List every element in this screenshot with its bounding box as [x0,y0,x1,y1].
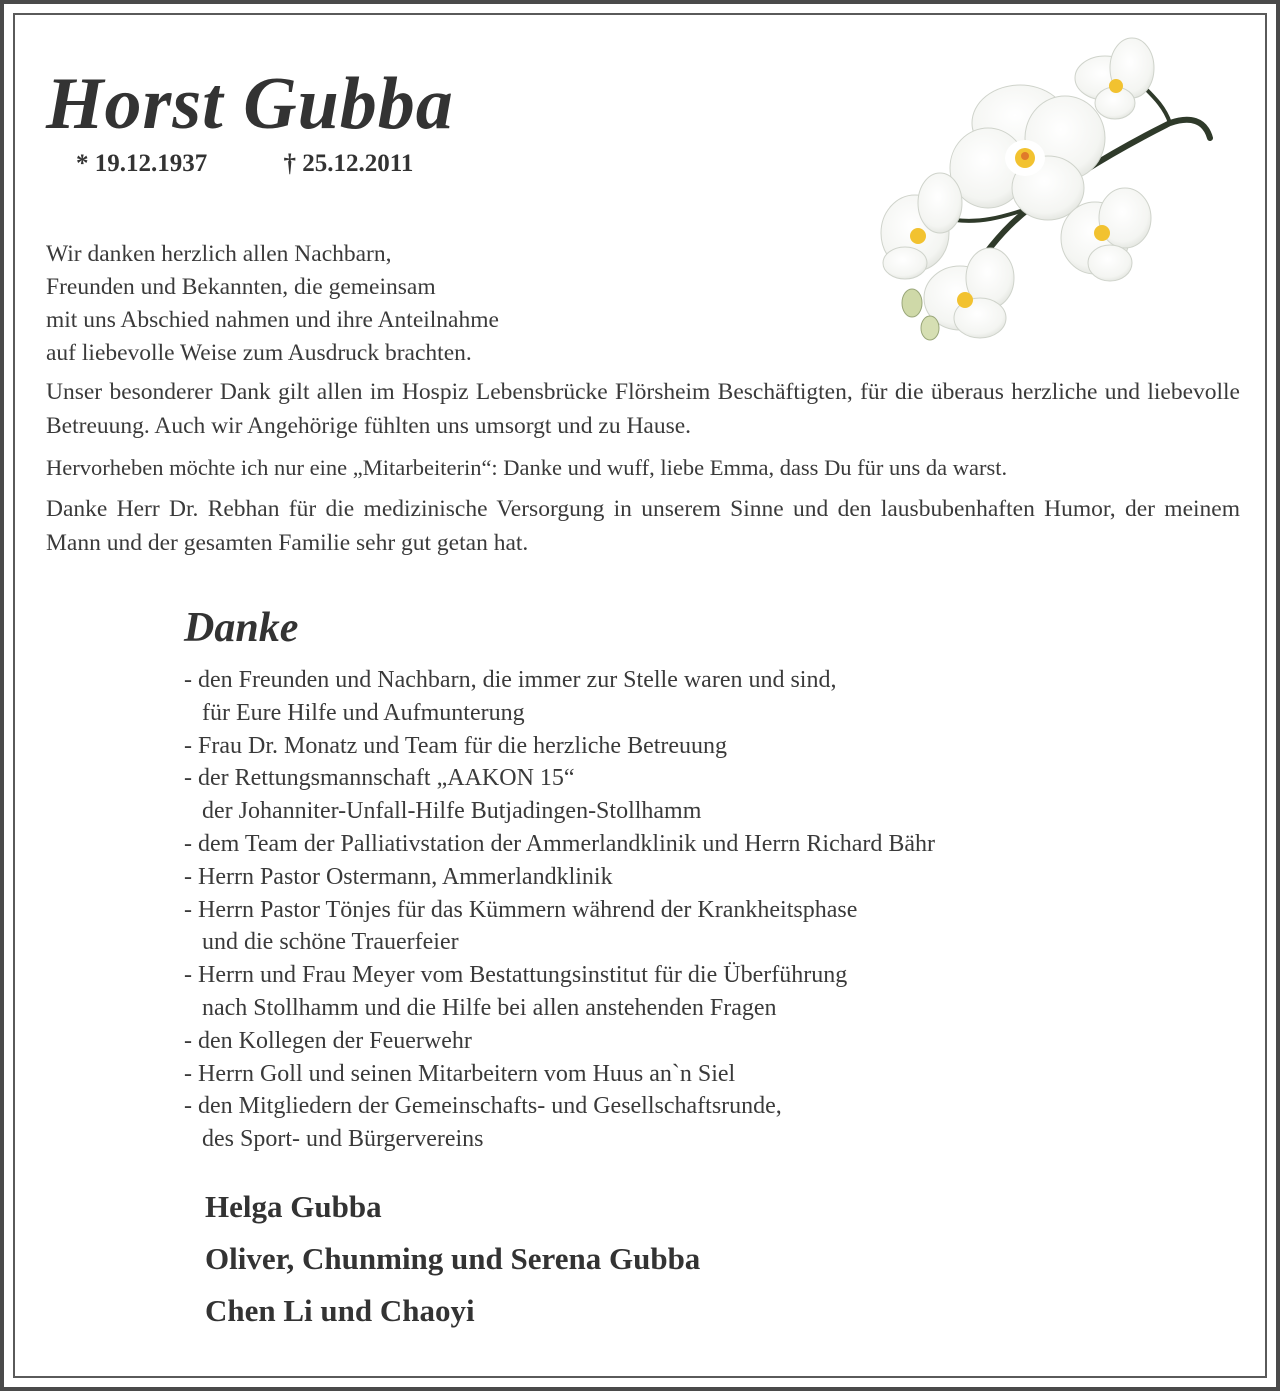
emma-paragraph: Hervorheben möchte ich nur eine „Mitarbeiterin“: Danke und wuff, liebe Emma, dass Du für uns da warst. [46,455,1008,480]
list-item-text: nach Stollhamm und die Hilfe bei allen anstehenden Fragen [202,994,777,1021]
birth-date: * 19.12.1937 [76,150,208,177]
list-item-continuation [184,926,935,959]
intro-text [46,238,499,370]
list-item: - dem Team der Palliativstation der Ammerlandklinik und Herrn Richard Bähr [184,830,936,857]
list-item-continuation [184,992,935,1025]
thanks-list [184,664,935,1156]
list-item: - Herrn Pastor Ostermann, Ammerlandklinik [184,863,613,890]
list-item: - der Rettungsmannschaft „AAKON 15“ [184,765,575,792]
doctor-paragraph: Danke Herr Dr. Rebhan für die medizinische Versorgung in unserem Sinne und den lausbubenhaften Humor, der meinem Mann und der gesamten Familie sehr gut getan hat. [46,496,1240,556]
hospiz-paragraph: Unser besonderer Dank gilt allen im Hospiz Lebensbrücke Flörsheim Beschäftigten, für die überaus herzliche und liebevolle Betreuung. Auch wir Angehörige fühlten uns umsorgt und zu Hause. [46,379,1240,439]
list-item: - den Freunden und Nachbarn, die immer zur Stelle waren und sind, [184,667,837,693]
list-item-text: für Eure Hilfe und Aufmunterung [202,699,525,726]
list-item: - Frau Dr. Monatz und Team für die herzliche Betreuung [184,732,728,759]
intro-line: auf liebevolle Weise zum Ausdruck brachten. [46,340,472,366]
intro-line: mit uns Abschied nahmen und ihre Anteilnahme [46,307,499,333]
list-item: - Herrn Goll und seinen Mitarbeitern vom Huus an`n Siel [184,1060,736,1087]
list-item: - den Kollegen der Feuerwehr [184,1027,472,1054]
list-item: - Herrn und Frau Meyer vom Bestattungsinstitut für die Überführung [184,962,848,989]
list-item-text: und die schöne Trauerfeier [202,929,459,956]
list-item-continuation [184,795,935,828]
list-item: - den Mitgliedern der Gemeinschafts- und Gesellschaftsrunde, [184,1093,782,1120]
list-item-text: der Johanniter-Unfall-Hilfe Butjadingen-Stollhamm [202,798,702,825]
signers-block [205,1184,700,1340]
death-date: † 25.12.2011 [283,150,414,177]
life-dates [76,150,413,178]
white-orchid-icon [870,28,1230,358]
thanks-heading: Danke [184,605,299,651]
intro-line: Wir danken herzlich allen Nachbarn, [46,241,392,267]
intro-line: Freunden und Bekannten, die gemeinsam [46,274,436,300]
list-item: - Herrn Pastor Tönjes für das Kümmern während der Krankheitsphase [184,896,858,923]
list-item-text: des Sport- und Bürgervereins [202,1126,484,1153]
signer-name: Oliver, Chunming und Serena Gubba [205,1241,701,1276]
signer-name: Helga Gubba [205,1189,382,1224]
deceased-name: Horst Gubba [46,63,454,145]
list-item-continuation [184,1123,935,1156]
list-item-continuation [184,697,935,730]
signer-name: Chen Li und Chaoyi [205,1293,475,1328]
